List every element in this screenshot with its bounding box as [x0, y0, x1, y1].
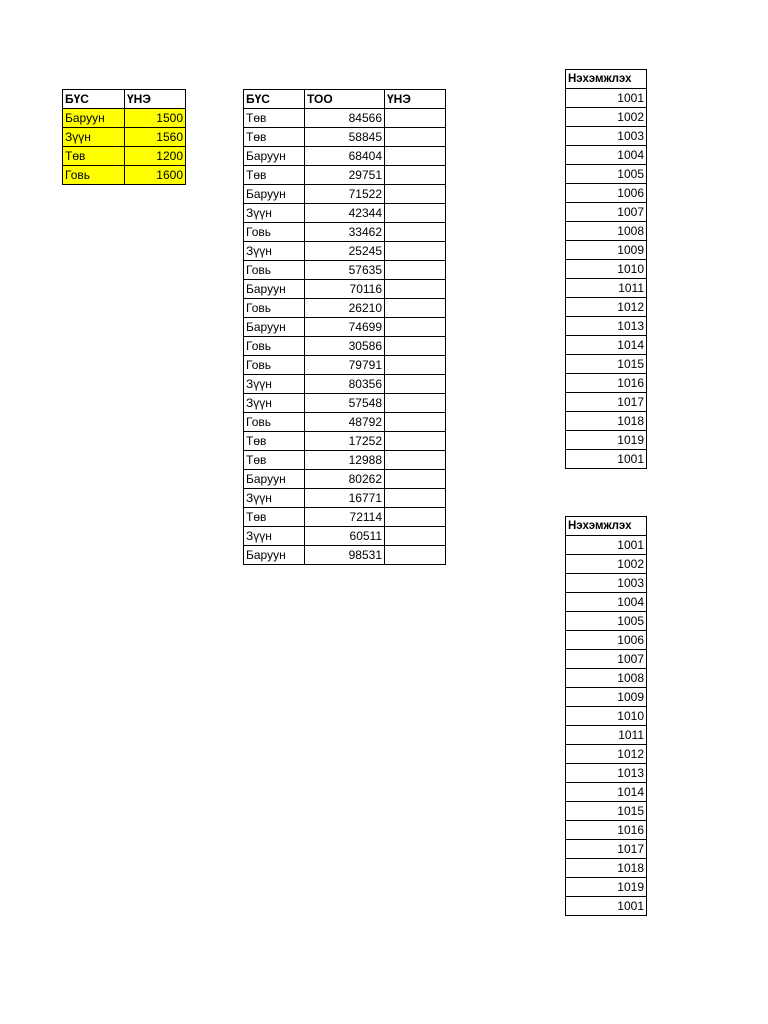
invoice-number-cell[interactable]: 1013: [566, 764, 647, 783]
table-row: [63, 128, 186, 147]
table-row: [244, 356, 446, 375]
quantity-cell[interactable]: 57635: [305, 261, 385, 280]
table-row: [566, 450, 647, 469]
region-cell[interactable]: Зүүн: [244, 204, 305, 223]
invoice-number-cell[interactable]: 1003: [566, 127, 647, 146]
invoice-number-cell[interactable]: 1004: [566, 593, 647, 612]
price-cell[interactable]: 1600: [125, 166, 186, 185]
invoice-number-cell[interactable]: 1012: [566, 298, 647, 317]
region-cell[interactable]: Говь: [244, 299, 305, 318]
price-cell[interactable]: [385, 527, 446, 546]
invoice-table-2: [565, 516, 647, 916]
table-row: [244, 280, 446, 299]
invoice-table-1-body: [566, 70, 647, 469]
table-row: [566, 165, 647, 184]
invoice-number-cell[interactable]: 1016: [566, 821, 647, 840]
table-row: [566, 393, 647, 412]
invoice-number-cell[interactable]: 1002: [566, 555, 647, 574]
price-cell[interactable]: 1500: [125, 109, 186, 128]
invoice-number-cell[interactable]: 1012: [566, 745, 647, 764]
price-cell[interactable]: [385, 508, 446, 527]
table-row: [566, 859, 647, 878]
table-row: [566, 593, 647, 612]
invoice-number-cell[interactable]: 1001: [566, 536, 647, 555]
price-header-cell[interactable]: ҮНЭ: [125, 90, 186, 109]
region-cell[interactable]: Баруун: [244, 318, 305, 337]
table-row: [244, 489, 446, 508]
table-row: [566, 184, 647, 203]
table-row: [566, 840, 647, 859]
table-row: [244, 128, 446, 147]
invoice-number-cell[interactable]: 1001: [566, 897, 647, 916]
table-row: [244, 318, 446, 337]
table-row: [566, 821, 647, 840]
region-cell[interactable]: Говь: [244, 356, 305, 375]
invoice-number-cell[interactable]: 1008: [566, 669, 647, 688]
region-cell[interactable]: Төв: [244, 432, 305, 451]
region-cell[interactable]: Төв: [63, 147, 125, 166]
table-row: [566, 317, 647, 336]
table-row: [566, 260, 647, 279]
quantity-cell[interactable]: 68404: [305, 147, 385, 166]
price-cell[interactable]: [385, 166, 446, 185]
table-row: [566, 536, 647, 555]
table-row: [566, 336, 647, 355]
price-cell[interactable]: [385, 128, 446, 147]
price-table-header-row: [63, 90, 186, 109]
table-row: [566, 298, 647, 317]
invoice-number-cell[interactable]: 1019: [566, 431, 647, 450]
table-row: [244, 223, 446, 242]
price-cell[interactable]: 1560: [125, 128, 186, 147]
table-row: [566, 707, 647, 726]
price-cell[interactable]: [385, 356, 446, 375]
price-cell[interactable]: [385, 394, 446, 413]
table-row: [244, 375, 446, 394]
table-row: [566, 878, 647, 897]
invoice-number-cell[interactable]: 1003: [566, 574, 647, 593]
price-header-cell[interactable]: БҮС: [63, 90, 125, 109]
price-cell[interactable]: [385, 204, 446, 223]
quantity-cell[interactable]: 57548: [305, 394, 385, 413]
invoice-number-cell[interactable]: 1001: [566, 450, 647, 469]
invoice-number-cell[interactable]: 1015: [566, 355, 647, 374]
invoice-number-cell[interactable]: 1016: [566, 374, 647, 393]
table-row: [566, 108, 647, 127]
invoice-number-cell[interactable]: 1013: [566, 317, 647, 336]
invoice-number-cell[interactable]: 1018: [566, 859, 647, 878]
table-row: [566, 688, 647, 707]
invoice-number-cell[interactable]: 1007: [566, 650, 647, 669]
table-row: [244, 147, 446, 166]
region-cell[interactable]: Баруун: [244, 546, 305, 565]
quantity-cell[interactable]: 80262: [305, 470, 385, 489]
quantity-cell[interactable]: 72114: [305, 508, 385, 527]
sales-header-cell[interactable]: БҮС: [244, 90, 305, 109]
table-row: [244, 204, 446, 223]
region-cell[interactable]: Баруун: [244, 185, 305, 204]
table-row: [566, 574, 647, 593]
region-cell[interactable]: Төв: [244, 166, 305, 185]
invoice-number-cell[interactable]: 1006: [566, 184, 647, 203]
table-row: [566, 279, 647, 298]
invoice-number-cell[interactable]: 1002: [566, 108, 647, 127]
region-cell[interactable]: Говь: [244, 413, 305, 432]
invoice-header-cell[interactable]: Нэхэмжлэх: [566, 70, 647, 89]
region-cell[interactable]: Төв: [244, 508, 305, 527]
table-row: [63, 109, 186, 128]
invoice-number-cell[interactable]: 1014: [566, 336, 647, 355]
region-cell[interactable]: Зүүн: [244, 527, 305, 546]
quantity-cell[interactable]: 60511: [305, 527, 385, 546]
invoice-number-cell[interactable]: 1009: [566, 688, 647, 707]
price-cell[interactable]: [385, 185, 446, 204]
quantity-cell[interactable]: 29751: [305, 166, 385, 185]
table-row: [244, 109, 446, 128]
invoice-header-cell[interactable]: Нэхэмжлэх: [566, 517, 647, 536]
table-row: [566, 412, 647, 431]
quantity-cell[interactable]: 70116: [305, 280, 385, 299]
table-row: [566, 726, 647, 745]
invoice-number-cell[interactable]: 1015: [566, 802, 647, 821]
region-cell[interactable]: Зүүн: [244, 394, 305, 413]
invoice-header-row: [566, 70, 647, 89]
price-cell[interactable]: [385, 413, 446, 432]
quantity-cell[interactable]: 30586: [305, 337, 385, 356]
region-cell[interactable]: Төв: [244, 128, 305, 147]
table-row: [244, 470, 446, 489]
invoice-number-cell[interactable]: 1004: [566, 146, 647, 165]
table-row: [566, 222, 647, 241]
price-cell[interactable]: [385, 147, 446, 166]
invoice-number-cell[interactable]: 1001: [566, 89, 647, 108]
invoice-number-cell[interactable]: 1011: [566, 726, 647, 745]
price-cell[interactable]: [385, 432, 446, 451]
sales-header-cell[interactable]: ҮНЭ: [385, 90, 446, 109]
region-cell[interactable]: Зүүн: [244, 375, 305, 394]
quantity-cell[interactable]: 74699: [305, 318, 385, 337]
table-row: [244, 299, 446, 318]
table-row: [566, 783, 647, 802]
invoice-table-2-body: [566, 517, 647, 916]
invoice-number-cell[interactable]: 1007: [566, 203, 647, 222]
region-cell[interactable]: Баруун: [244, 470, 305, 489]
table-row: [566, 127, 647, 146]
table-row: [566, 897, 647, 916]
region-cell[interactable]: Говь: [244, 261, 305, 280]
price-cell[interactable]: 1200: [125, 147, 186, 166]
invoice-number-cell[interactable]: 1009: [566, 241, 647, 260]
table-row: [566, 612, 647, 631]
price-table: [62, 89, 186, 185]
region-cell[interactable]: Говь: [244, 337, 305, 356]
region-cell[interactable]: Баруун: [244, 147, 305, 166]
region-cell[interactable]: Баруун: [63, 109, 125, 128]
table-row: [566, 241, 647, 260]
quantity-cell[interactable]: 17252: [305, 432, 385, 451]
region-cell[interactable]: Төв: [244, 451, 305, 470]
invoice-number-cell[interactable]: 1010: [566, 260, 647, 279]
table-row: [244, 527, 446, 546]
region-cell[interactable]: Баруун: [244, 280, 305, 299]
table-row: [566, 555, 647, 574]
quantity-cell[interactable]: 84566: [305, 109, 385, 128]
region-cell[interactable]: Говь: [63, 166, 125, 185]
price-cell[interactable]: [385, 318, 446, 337]
invoice-header-row: [566, 517, 647, 536]
price-cell[interactable]: [385, 280, 446, 299]
quantity-cell[interactable]: 80356: [305, 375, 385, 394]
price-cell[interactable]: [385, 299, 446, 318]
invoice-number-cell[interactable]: 1011: [566, 279, 647, 298]
price-cell[interactable]: [385, 337, 446, 356]
invoice-number-cell[interactable]: 1010: [566, 707, 647, 726]
price-cell[interactable]: [385, 451, 446, 470]
price-cell[interactable]: [385, 489, 446, 508]
invoice-number-cell[interactable]: 1005: [566, 612, 647, 631]
table-row: [566, 631, 647, 650]
invoice-number-cell[interactable]: 1014: [566, 783, 647, 802]
price-cell[interactable]: [385, 261, 446, 280]
price-cell[interactable]: [385, 109, 446, 128]
price-cell[interactable]: [385, 223, 446, 242]
region-cell[interactable]: Зүүн: [63, 128, 125, 147]
invoice-number-cell[interactable]: 1008: [566, 222, 647, 241]
quantity-cell[interactable]: 79791: [305, 356, 385, 375]
table-row: [566, 802, 647, 821]
price-table-body: [63, 90, 186, 185]
region-cell[interactable]: Говь: [244, 223, 305, 242]
table-row: [566, 669, 647, 688]
quantity-cell[interactable]: 42344: [305, 204, 385, 223]
price-cell[interactable]: [385, 470, 446, 489]
table-row: [244, 546, 446, 565]
quantity-cell[interactable]: 71522: [305, 185, 385, 204]
invoice-number-cell[interactable]: 1017: [566, 840, 647, 859]
table-row: [244, 508, 446, 527]
sales-header-cell[interactable]: ТОО: [305, 90, 385, 109]
table-row: [63, 147, 186, 166]
quantity-cell[interactable]: 12988: [305, 451, 385, 470]
invoice-number-cell[interactable]: 1017: [566, 393, 647, 412]
invoice-number-cell[interactable]: 1005: [566, 165, 647, 184]
invoice-number-cell[interactable]: 1019: [566, 878, 647, 897]
table-row: [244, 337, 446, 356]
price-cell[interactable]: [385, 546, 446, 565]
table-row: [244, 451, 446, 470]
quantity-cell[interactable]: 48792: [305, 413, 385, 432]
quantity-cell[interactable]: 33462: [305, 223, 385, 242]
table-row: [244, 432, 446, 451]
region-cell[interactable]: Төв: [244, 109, 305, 128]
table-row: [566, 764, 647, 783]
table-row: [566, 650, 647, 669]
quantity-cell[interactable]: 98531: [305, 546, 385, 565]
price-cell[interactable]: [385, 242, 446, 261]
invoice-number-cell[interactable]: 1006: [566, 631, 647, 650]
price-cell[interactable]: [385, 375, 446, 394]
table-row: [244, 185, 446, 204]
table-row: [566, 203, 647, 222]
table-row: [244, 242, 446, 261]
table-row: [566, 146, 647, 165]
table-row: [566, 745, 647, 764]
table-row: [566, 355, 647, 374]
invoice-table-1: [565, 69, 647, 469]
table-row: [244, 413, 446, 432]
table-row: [566, 89, 647, 108]
quantity-cell[interactable]: 58845: [305, 128, 385, 147]
region-cell[interactable]: Зүүн: [244, 489, 305, 508]
quantity-cell[interactable]: 25245: [305, 242, 385, 261]
invoice-number-cell[interactable]: 1018: [566, 412, 647, 431]
sales-table: [243, 89, 446, 565]
quantity-cell[interactable]: 26210: [305, 299, 385, 318]
table-row: [244, 394, 446, 413]
table-row: [566, 431, 647, 450]
quantity-cell[interactable]: 16771: [305, 489, 385, 508]
table-row: [244, 166, 446, 185]
sales-table-body: [244, 90, 446, 565]
table-row: [566, 374, 647, 393]
region-cell[interactable]: Зүүн: [244, 242, 305, 261]
table-row: [244, 261, 446, 280]
table-row: [63, 166, 186, 185]
sales-table-header-row: [244, 90, 446, 109]
